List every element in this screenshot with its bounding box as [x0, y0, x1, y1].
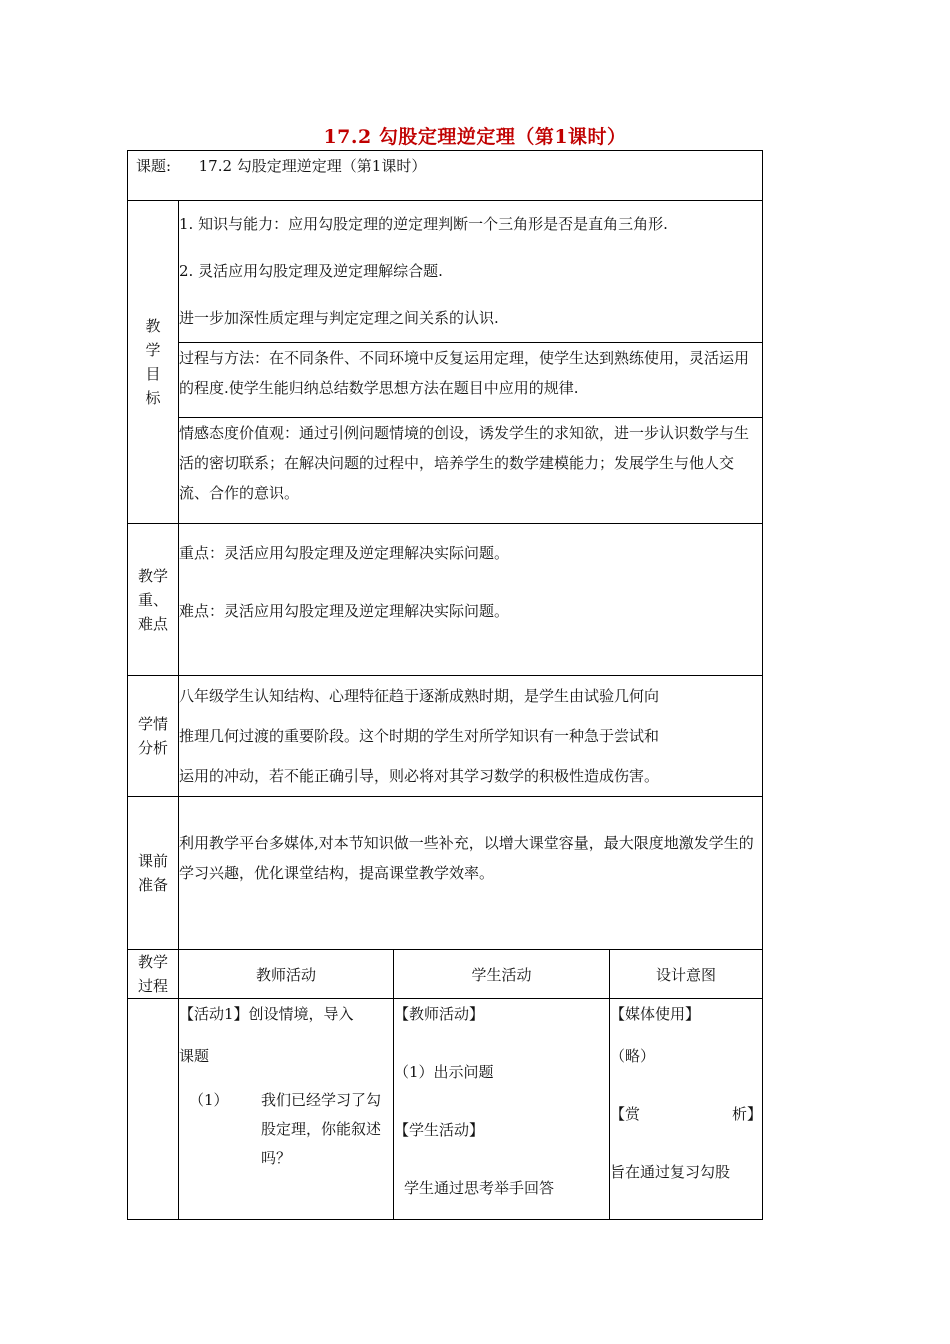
analysis-line-2: 推理几何过渡的重要阶段。这个时期的学生对所学知识有一种急于尝试和: [179, 727, 660, 745]
student-activity-cell: [394, 999, 610, 1220]
teacher-item-number: （1）: [189, 1091, 229, 1109]
student-col-student-item: 学生通过思考举手回答: [404, 1179, 555, 1197]
process-label: 教学过程: [137, 953, 168, 995]
objective-attitude: 情感态度价值观：通过引例问题情境的创设，诱发学生的求知欲，进一步认识数学与生活的密切联系；在解决问题的过程中，培养学生的数学建模能力；发展学生与他人交流、合作的意识。: [179, 424, 750, 502]
process-content-row: [128, 999, 763, 1220]
analysis-cell: [179, 676, 763, 797]
preparation-row: [128, 797, 763, 950]
process-label-cell: [128, 950, 179, 999]
teacher-item-1: [179, 1086, 393, 1173]
topic-row: [128, 151, 763, 201]
key-points-cell: [179, 524, 763, 676]
objective-process: 过程与方法：在不同条件、不同环境中反复运用定理，使学生达到熟练使用，灵活运用的程度.使学生能归纳总结数学思想方法在题目中应用的规律.: [179, 349, 750, 397]
objectives-process-row: [128, 343, 763, 418]
analysis-row: [128, 676, 763, 797]
topic-label: 课题:: [136, 157, 172, 175]
objectives-knowledge-cell: [179, 201, 763, 343]
key-points-row: [128, 524, 763, 676]
teacher-activity-title-cont: 课题: [179, 1047, 210, 1065]
objectives-process-cell: [179, 343, 763, 418]
preparation-label: 课前准备: [137, 852, 168, 894]
objective-knowledge-1: 1. 知识与能力：应用勾股定理的逆定理判断一个三角形是否是直角三角形.: [179, 215, 668, 233]
key-points-label-cell: [128, 524, 179, 676]
objectives-attitude-row: [128, 418, 763, 524]
header-student-activity: 学生活动: [394, 950, 610, 999]
intent-analysis-right: 析】: [732, 1105, 763, 1123]
preparation-cell: [179, 797, 763, 950]
student-col-student-tag: 【学生活动】: [394, 1121, 485, 1139]
preparation-label-cell: [128, 797, 179, 950]
objective-knowledge-3: 进一步加深性质定理与判定定理之间关系的认识.: [179, 309, 499, 327]
analysis-label: 学情分析: [137, 715, 168, 757]
document-title: 17.2 勾股定理逆定理（第1课时）: [323, 126, 627, 148]
intent-media-value: （略）: [610, 1047, 656, 1065]
teacher-activity-title: 【活动1】创设情境，导入: [179, 1005, 354, 1023]
intent-analysis-tag: [610, 1100, 762, 1128]
key-point-focus: 重点：灵活应用勾股定理及逆定理解决实际问题。: [179, 544, 510, 562]
analysis-line-1: 八年级学生认知结构、心理特征趋于逐渐成熟时期，是学生由试验几何向: [179, 687, 660, 705]
intent-analysis-left: 【赏: [610, 1105, 641, 1123]
key-point-difficulty: 难点：灵活应用勾股定理及逆定理解决实际问题。: [179, 602, 510, 620]
design-intent-cell: [610, 999, 763, 1220]
teacher-activity-cell: [179, 999, 394, 1220]
objectives-label-cell: [128, 201, 179, 524]
intent-media-tag: 【媒体使用】: [610, 1005, 701, 1023]
student-col-teacher-tag: 【教师活动】: [394, 1005, 485, 1023]
objectives-knowledge-row: [128, 201, 763, 343]
objectives-label: 教学目标: [145, 317, 161, 407]
lesson-plan-table: [127, 150, 763, 1220]
preparation-text: 利用教学平台多媒体,对本节知识做一些补充，以增大课堂容量，最大限度地激发学生的学习兴趣，优化课堂结构，提高课堂教学效率。: [179, 834, 754, 882]
objectives-attitude-cell: [179, 418, 763, 524]
header-teacher-activity: 教师活动: [179, 950, 394, 999]
process-empty-cell: [128, 999, 179, 1220]
topic-value: 17.2 勾股定理逆定理（第1课时）: [198, 157, 427, 175]
analysis-line-3: 运用的冲动，若不能正确引导，则必将对其学习数学的积极性造成伤害。: [179, 767, 660, 785]
process-header-row: [128, 950, 763, 999]
topic-cell: [128, 151, 763, 201]
intent-analysis-text: 旨在通过复习勾股: [610, 1163, 731, 1181]
teacher-item-text: 我们已经学习了勾股定理，你能叙述吗？: [261, 1091, 382, 1167]
student-col-teacher-item: （1）出示问题: [394, 1063, 494, 1081]
key-points-label: 教学重、难点: [137, 566, 168, 633]
objective-knowledge-2: 2. 灵活应用勾股定理及逆定理解综合题.: [179, 262, 443, 280]
analysis-label-cell: [128, 676, 179, 797]
header-design-intent: 设计意图: [610, 950, 763, 999]
